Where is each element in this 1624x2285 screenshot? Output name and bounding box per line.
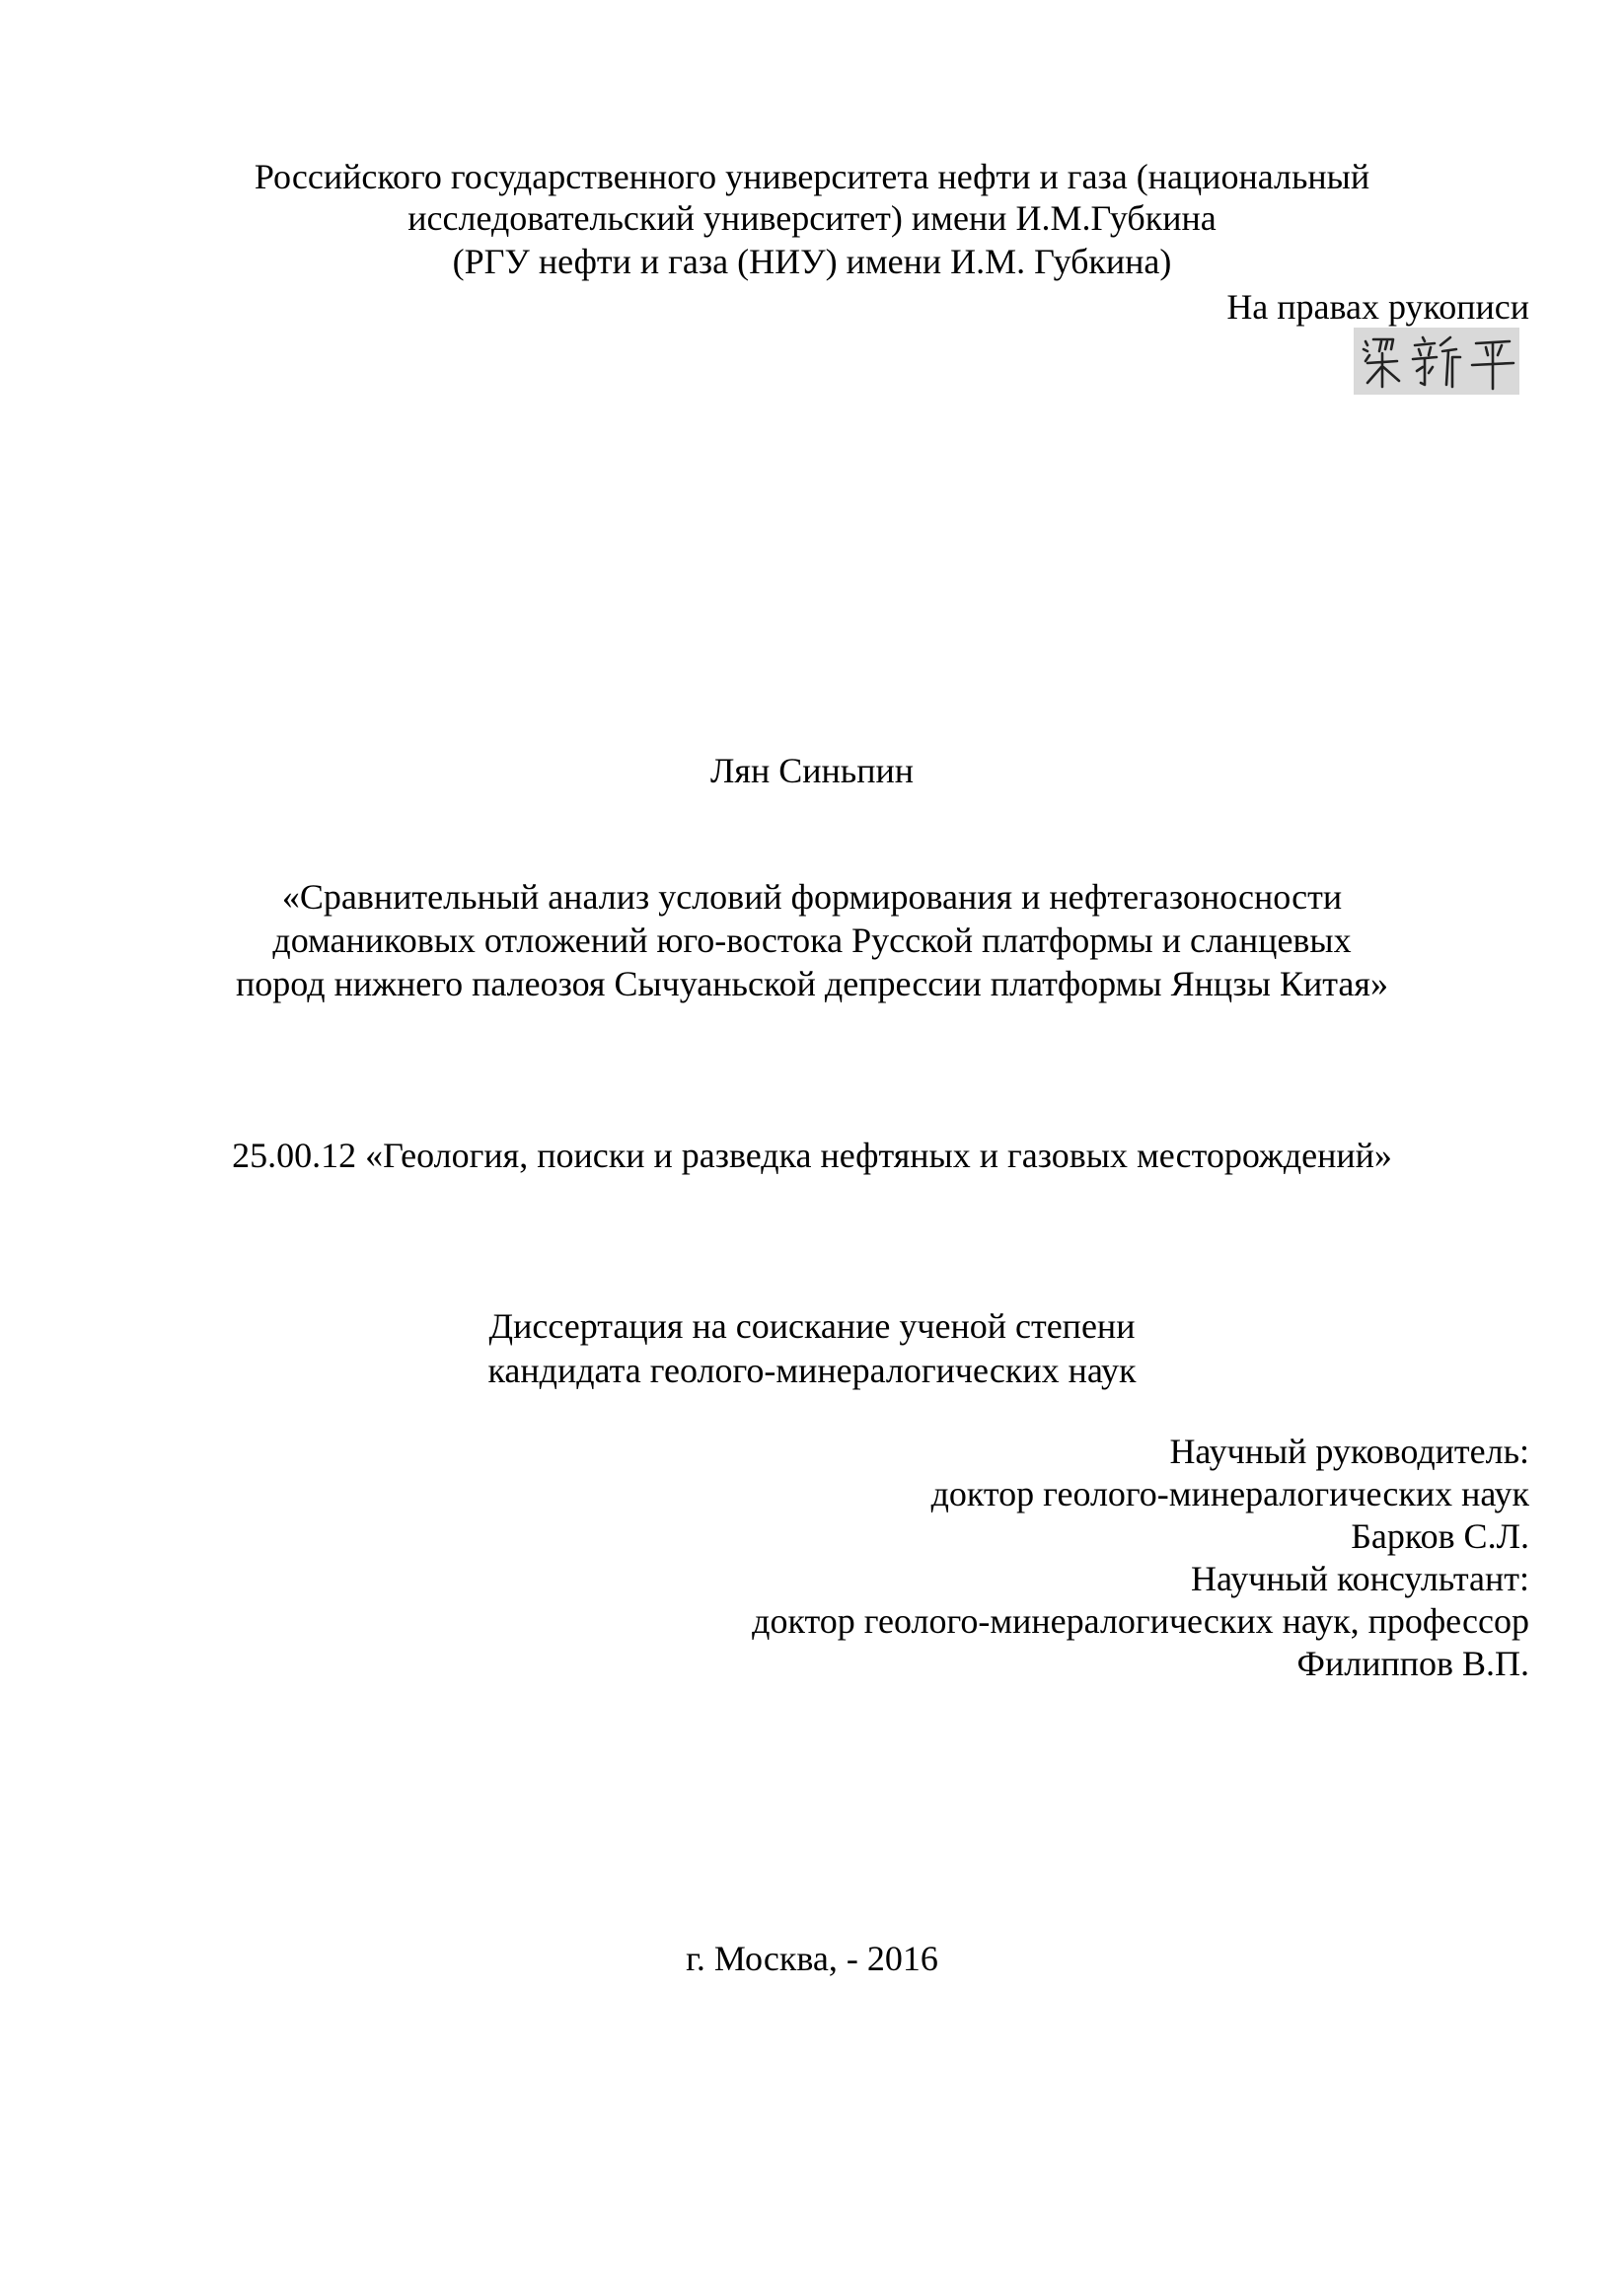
consultant-label: Научный консультант: xyxy=(1191,1559,1529,1598)
author-name: Лян Синьпин xyxy=(710,751,914,790)
consultant-name: Филиппов В.П. xyxy=(1296,1644,1529,1683)
degree-line-2: кандидата геолого-минералогических наук xyxy=(487,1351,1137,1390)
signature-image xyxy=(1354,328,1519,395)
supervisor-label: Научный руководитель: xyxy=(1169,1432,1529,1471)
specialty: 25.00.12 «Геология, поиски и разведка нефтяных и газовых месторождений» xyxy=(232,1136,1392,1175)
thesis-title-line-1: «Сравнительный анализ условий формирования и нефтегазоносности xyxy=(281,877,1343,917)
supervisor-name: Барков С.Л. xyxy=(1351,1516,1529,1556)
thesis-title-line-3: пород нижнего палеозоя Сычуаньской депрессии платформы Янцзы Китая» xyxy=(236,964,1388,1003)
place-year: г. Москва, - 2016 xyxy=(686,1939,938,1978)
manuscript-note: На правах рукописи xyxy=(1226,287,1529,327)
university-line-3: (РГУ нефти и газа (НИУ) имени И.М. Губкина) xyxy=(452,242,1172,281)
university-line-2: исследовательский университет) имени И.М.Губкина xyxy=(407,198,1217,238)
signature-icon xyxy=(1354,328,1519,395)
thesis-title-line-2: доманиковых отложений юго-востока Русской платформы и сланцевых xyxy=(272,921,1352,960)
degree-line-1: Диссертация на соискание ученой степени xyxy=(488,1306,1136,1346)
supervisor-degree: доктор геолого-минералогических наук xyxy=(930,1474,1529,1513)
university-line-1: Российского государственного университета нефти и газа (национальный xyxy=(254,157,1370,196)
consultant-degree: доктор геолого-минералогических наук, профессор xyxy=(752,1601,1529,1641)
